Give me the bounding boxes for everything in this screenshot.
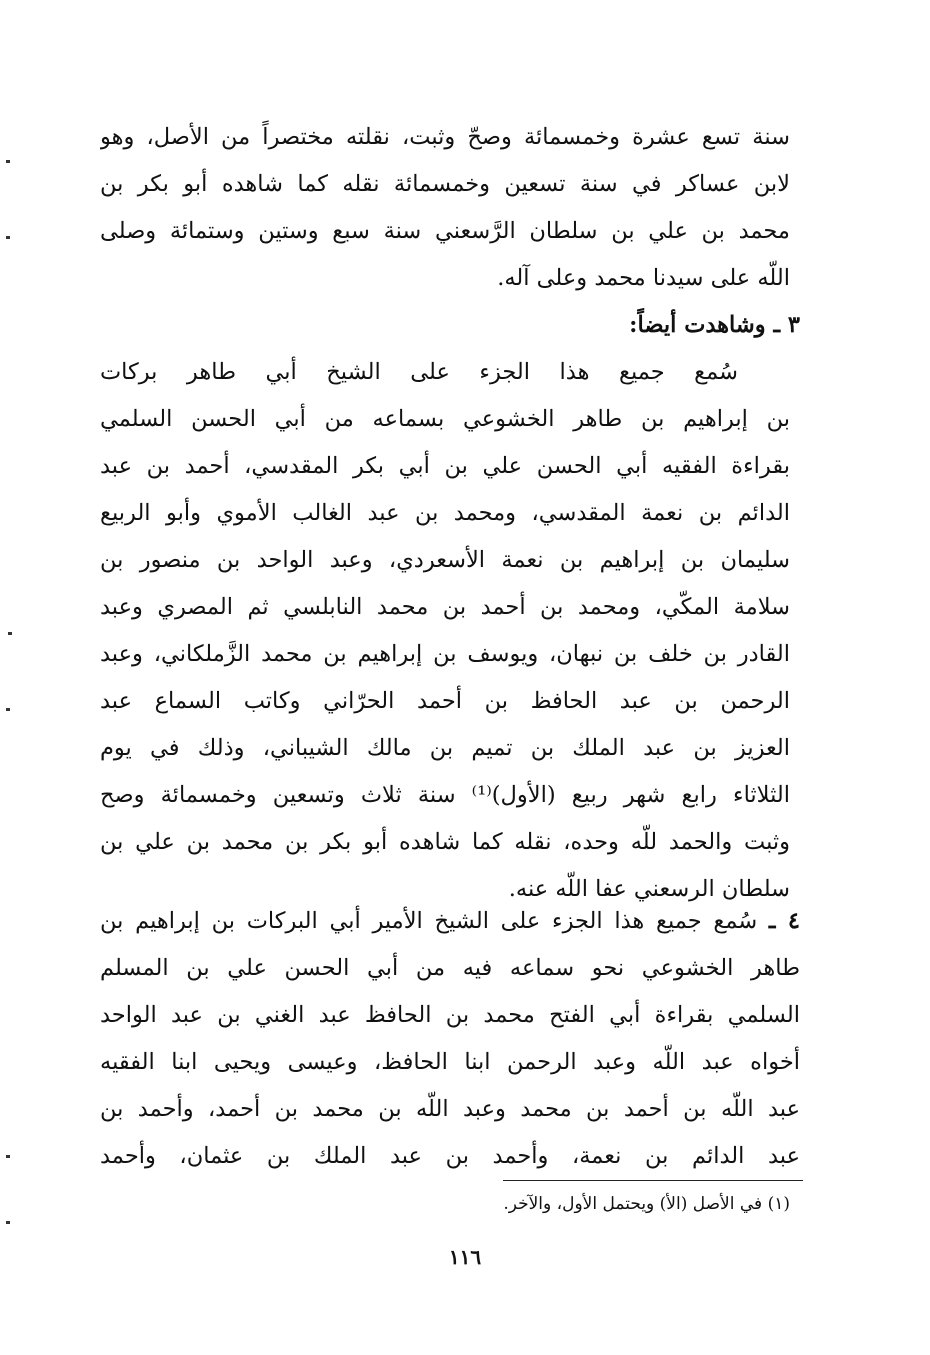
- text-line: سنة تسع عشرة وخمسمائة وصحّ وثبت، نقلته مختصراً من الأصل، وهو: [100, 124, 790, 150]
- page-number: ١١٦: [448, 1245, 482, 1269]
- text-line: القادر بن خلف بن نبهان، ويوسف بن إبراهيم بن محمد الزَّملكاني، وعبد: [100, 641, 790, 667]
- scan-speck: [6, 160, 10, 163]
- text-line: الرحمن بن عبد الحافظ بن أحمد الحرّاني وكاتب السماع عبد: [100, 688, 790, 714]
- text-line: سُمع جميع هذا الجزء على الشيخ الأمير أبي البركات بن إبراهيم بن: [100, 908, 758, 934]
- section-heading-label: وشاهدت أيضاً:: [629, 312, 766, 338]
- paragraph-section-3: [100, 349, 790, 913]
- text-line: سُمع جميع هذا الجزء على الشيخ أبي طاهر بركات: [100, 359, 738, 385]
- text-line: عبد الدائم بن نعمة، وأحمد بن عبد الملك بن عثمان، وأحمد: [100, 1143, 800, 1169]
- text-line: الثلاثاء رابع شهر ربيع (الأول)⁽¹⁾ سنة ثلاث وتسعين وخمسمائة وصح: [100, 782, 790, 808]
- text-line: الدائم بن نعمة المقدسي، ومحمد بن عبد الغالب الأموي وأبو الربيع: [100, 500, 790, 526]
- text-line: بقراءة الفقيه أبي الحسن علي بن أبي بكر المقدسي، أحمد بن عبد: [100, 453, 790, 479]
- text-line: وثبت والحمد للّه وحده، نقله كما شاهده أبو بكر بن محمد بن علي بن: [100, 829, 790, 855]
- text-line: أخواه عبد اللّه وعبد الرحمن ابنا الحافظ، وعيسى ويحيى ابنا الفقيه: [100, 1049, 800, 1075]
- scan-speck: [8, 632, 12, 635]
- scan-speck: [6, 708, 10, 711]
- text-line: سلطان الرسعني عفا اللّه عنه.: [508, 876, 790, 902]
- footnote-divider: [503, 1180, 803, 1181]
- text-line: لابن عساكر في سنة تسعين وخمسمائة نقله كما شاهده أبو بكر بن: [100, 171, 790, 197]
- paragraph-continuation: [100, 114, 790, 302]
- scan-speck: [6, 1155, 10, 1158]
- section-number: ٣ ـ: [773, 312, 800, 338]
- section-number: ٤ ـ: [768, 908, 800, 934]
- text-line: طاهر الخشوعي نحو سماعه فيه من أبي الحسن علي بن المسلم: [100, 955, 800, 981]
- paragraph-section-4: [100, 898, 800, 1180]
- scan-speck: [6, 1221, 10, 1224]
- text-line: محمد بن علي بن سلطان الرَّسعني سنة سبع وستين وستمائة وصلى: [100, 218, 790, 244]
- text-line: بن إبراهيم بن طاهر الخشوعي بسماعه من أبي الحسن السلمي: [100, 406, 790, 432]
- text-line: العزيز بن عبد الملك بن تميم بن مالك الشيباني، وذلك في يوم: [100, 735, 790, 761]
- text-line: اللّه على سيدنا محمد وعلى آله.: [497, 265, 790, 291]
- section-heading-3: [100, 302, 800, 349]
- text-line: سليمان بن إبراهيم بن نعمة الأسعردي، وعبد الواحد بن منصور بن: [100, 547, 790, 573]
- text-line: سلامة المكّي، ومحمد بن أحمد بن محمد النابلسي ثم المصري وعبد: [100, 594, 790, 620]
- footnote: (١) في الأصل (الأ) ويحتمل الأول، والآخر.: [503, 1194, 790, 1214]
- text-line: عبد اللّه بن أحمد بن محمد وعبد اللّه بن محمد بن أحمد، وأحمد بن: [100, 1096, 800, 1122]
- text-line: السلمي بقراءة أبي الفتح محمد بن الحافظ عبد الغني بن عبد الواحد: [100, 1002, 800, 1028]
- scan-speck: [6, 236, 10, 239]
